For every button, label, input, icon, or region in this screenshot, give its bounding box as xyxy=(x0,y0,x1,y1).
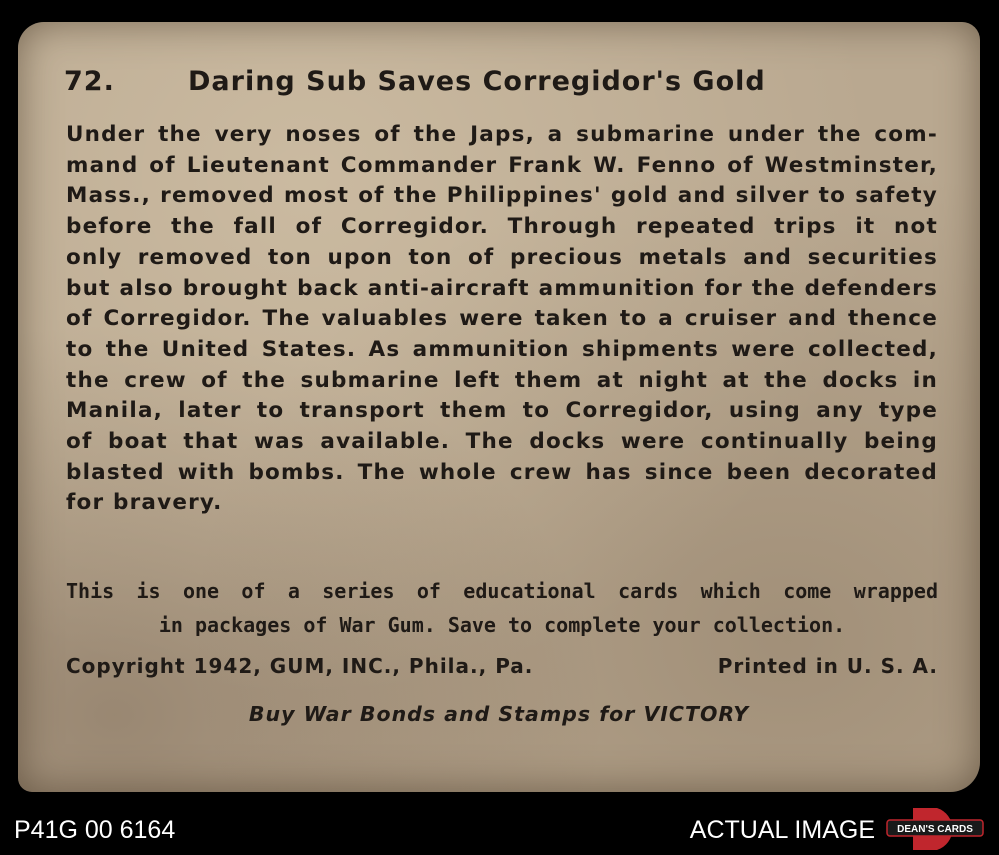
war-bonds-slogan: Buy War Bonds and Stamps for VICTORY xyxy=(248,702,750,726)
actual-image-label: ACTUAL IMAGE xyxy=(689,816,875,844)
story-line: to the United States. As ammunition shipments were collected, xyxy=(66,336,938,362)
story-line: the crew of the submarine left them at night at the docks in xyxy=(66,367,938,393)
logo-text: DEAN'S CARDS xyxy=(897,824,973,835)
copyright-text: Copyright 1942, GUM, INC., Phila., Pa. xyxy=(66,654,534,678)
story-line: blasted with bombs. The whole crew has since been decorated xyxy=(66,459,938,485)
story-line: of Corregidor. The valuables were taken to a cruiser and thence xyxy=(66,306,938,332)
series-note xyxy=(66,574,938,642)
printed-in-text: Printed in U. S. A. xyxy=(717,654,938,678)
story-line: but also brought back anti-aircraft ammunition for the defenders xyxy=(66,275,938,301)
story-line: for bravery. xyxy=(66,490,223,516)
copyright-row xyxy=(66,654,938,684)
card-title: Daring Sub Saves Corregidor's Gold xyxy=(188,66,766,97)
series-note-line: This is one of a series of educational cards which come wrapped xyxy=(66,579,938,603)
story-line: of boat that was available. The docks were continually being xyxy=(66,429,938,455)
deans-cards-logo xyxy=(885,806,985,852)
story-line: Under the very noses of the Japs, a submarine under the com- xyxy=(66,122,938,147)
trading-card-back xyxy=(18,22,980,792)
series-note-line: in packages of War Gum. Save to complete your collection. xyxy=(158,613,846,637)
story-line: before the fall of Corregidor. Through repeated trips it not xyxy=(66,214,938,240)
card-number: 72. xyxy=(64,66,115,97)
card-story-text xyxy=(66,120,938,519)
story-line: only removed ton upon ton of precious metals and securities xyxy=(66,244,938,270)
story-line: mand of Lieutenant Commander Frank W. Fenno of Westminster, xyxy=(66,152,938,178)
story-line: Manila, later to transport them to Corregidor, using any type xyxy=(66,398,938,424)
story-line: Mass., removed most of the Philippines' gold and silver to safety xyxy=(66,183,938,209)
item-id-label: P41G 00 6164 xyxy=(14,816,176,844)
